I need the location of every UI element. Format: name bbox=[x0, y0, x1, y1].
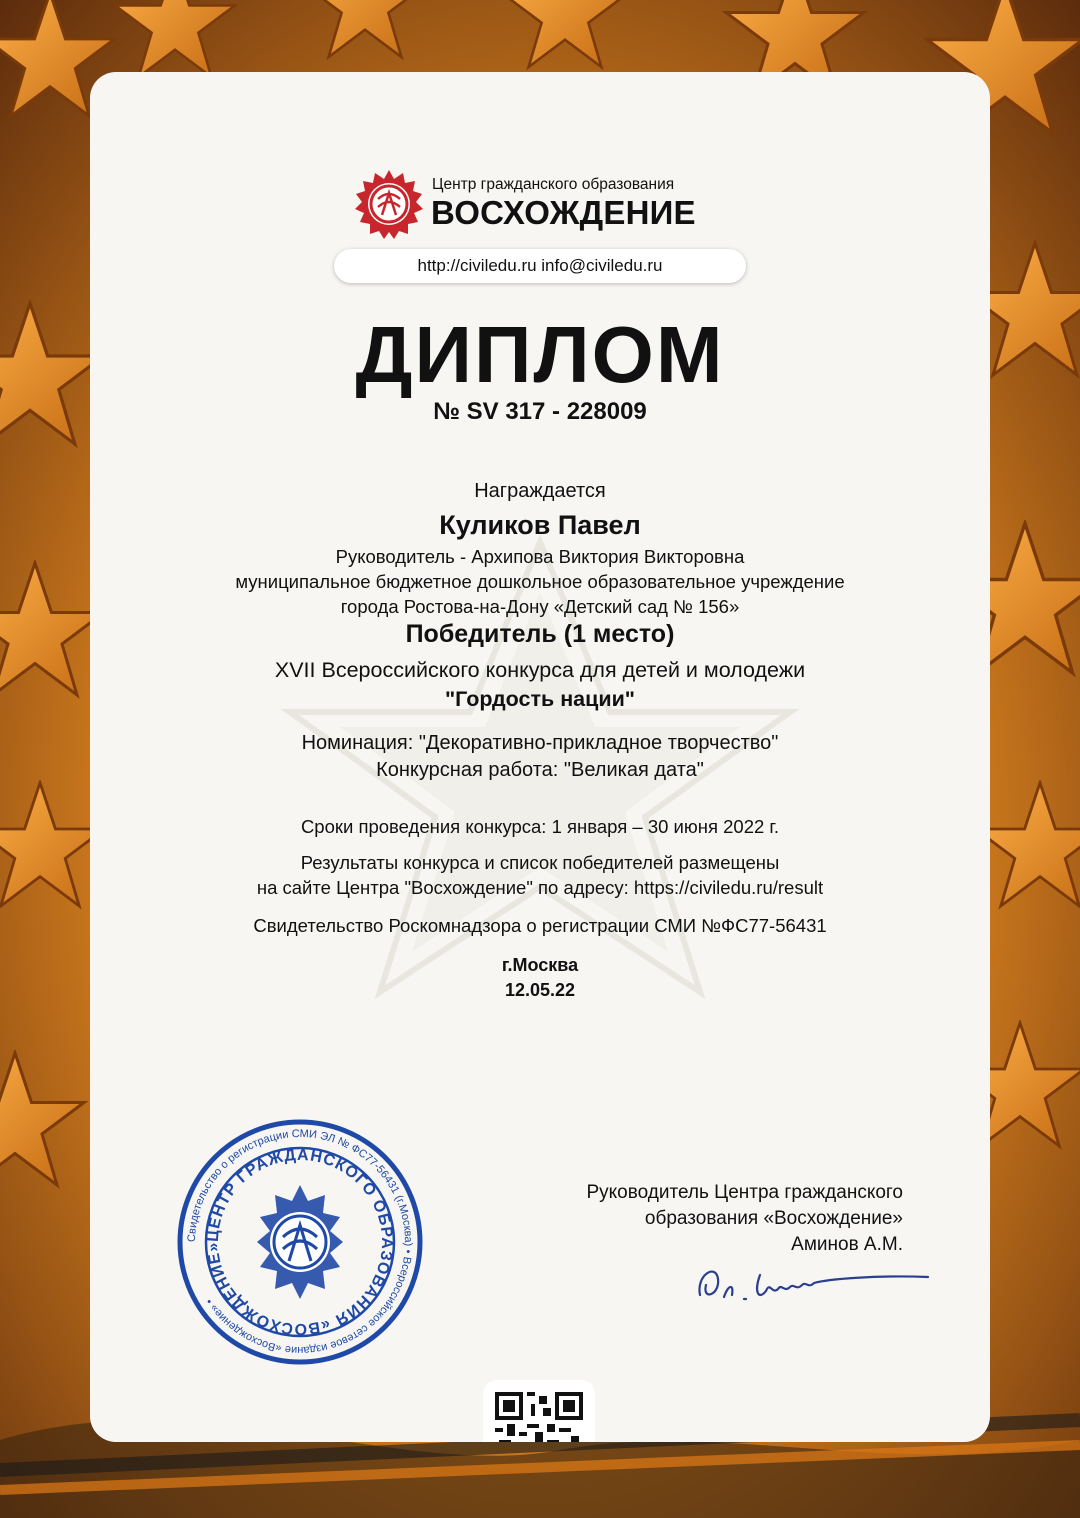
signatory-line-2: образования «Восхождение» bbox=[644, 1208, 903, 1229]
org-subtitle: Центр гражданского образования bbox=[432, 176, 675, 193]
license-line: Свидетельство Роскомнадзора о регистрации СМИ №ФС77-56431 bbox=[253, 915, 827, 936]
svg-text:Свидетельство о регистрации СМ: Свидетельство о регистрации СМИ ЭЛ № ФС77-56431 (г.Москва) • Всероссийское сетевое издание «Восхождение» • bbox=[185, 1127, 415, 1357]
diploma-number: № SV 317 - 228009 bbox=[433, 398, 647, 425]
dates-line: Сроки проведения конкурса: 1 января – 30 июня 2022 г. bbox=[300, 816, 780, 837]
qr-code bbox=[495, 1392, 583, 1442]
diploma-title: ДИПЛОМ bbox=[355, 310, 725, 399]
official-stamp bbox=[175, 1117, 425, 1367]
contacts-pill: http://civiledu.ru info@civiledu.ru bbox=[334, 249, 746, 283]
diploma-sheet bbox=[90, 72, 990, 1442]
contest-name: "Гордость нации" bbox=[444, 687, 635, 711]
org-name: ВОСХОЖДЕНИЕ bbox=[431, 194, 696, 231]
signatory-block bbox=[586, 1180, 903, 1258]
logo-icon bbox=[354, 169, 424, 239]
city-label: г.Москва bbox=[501, 955, 579, 975]
institution-line-1: муниципальное бюджетное дошкольное образовательное учреждение bbox=[235, 571, 845, 592]
qr-code-box bbox=[483, 1380, 595, 1442]
results-line-2: на сайте Центра "Восхождение" по адресу: https://civiledu.ru/result bbox=[256, 877, 824, 898]
institution-line-2: города Ростова-на-Дону «Детский сад № 156» bbox=[340, 596, 740, 617]
signatory-line-1: Руководитель Центра гражданского bbox=[586, 1182, 903, 1203]
supervisor-line: Руководитель - Архипова Виктория Викторовна bbox=[335, 546, 745, 567]
nomination-line: Номинация: "Декоративно-прикладное творчество" bbox=[301, 732, 779, 754]
signatory-line-3: Аминов А.М. bbox=[791, 1234, 903, 1255]
svg-text:ЦЕНТР ГРАЖДАНСКОГО ОБРАЗОВАНИЯ: ЦЕНТР ГРАЖДАНСКОГО ОБРАЗОВАНИЯ «ВОСХОЖДЕНИЕ» bbox=[204, 1146, 396, 1338]
issue-date: 12.05.22 bbox=[504, 980, 576, 1000]
awarded-label: Награждается bbox=[474, 480, 606, 502]
recipient-name: Куликов Павел bbox=[439, 510, 641, 540]
results-line-1: Результаты конкурса и список победителей размещены bbox=[300, 852, 780, 873]
place-title: Победитель (1 место) bbox=[405, 620, 675, 648]
contest-line: XVII Всероссийского конкурса для детей и молодежи bbox=[274, 658, 806, 682]
signature bbox=[688, 1255, 938, 1315]
work-line: Конкурсная работа: "Великая дата" bbox=[376, 759, 704, 781]
